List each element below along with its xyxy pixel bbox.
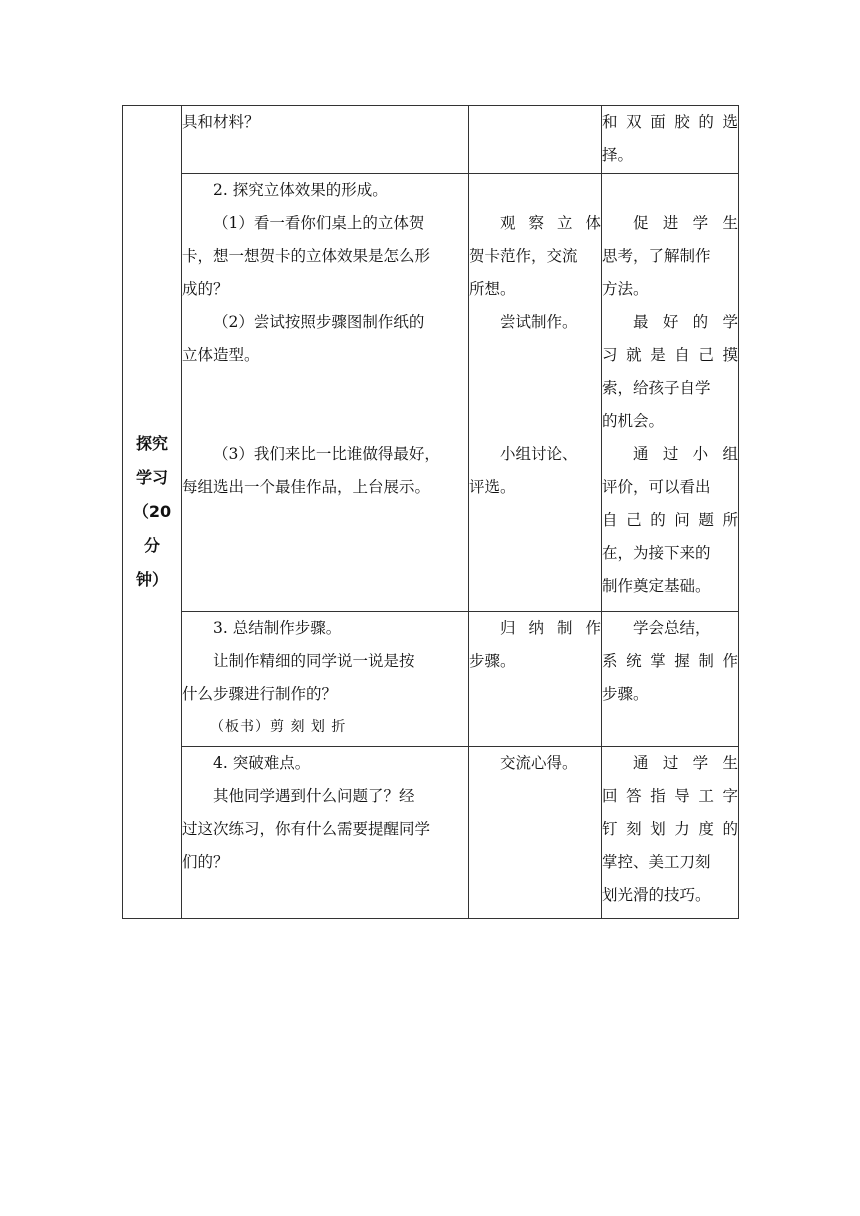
stage-label-line: 学习 — [135, 468, 168, 487]
lesson-plan-table — [122, 105, 739, 919]
text-line: 们的？ — [182, 853, 229, 871]
text-line: 促进学生 — [633, 214, 738, 232]
student-activity-cell — [469, 174, 602, 612]
text-line: 制作奠定基础。 — [602, 577, 711, 595]
student-activity-cell — [469, 747, 602, 919]
text-line: （1）看一看你们桌上的立体贺 — [213, 214, 425, 232]
teacher-activity-cell — [182, 106, 469, 174]
stage-label-line: 分 — [143, 536, 160, 555]
text-line: 索，给孩子自学 — [602, 379, 711, 397]
teacher-activity-cell — [182, 747, 469, 919]
design-intent-cell — [602, 747, 739, 919]
text-line: 具和材料？ — [182, 113, 260, 131]
table-row — [123, 106, 739, 174]
text-line: 的机会。 — [602, 412, 665, 430]
student-activity-cell — [469, 106, 602, 174]
text-line: 3. 总结制作步骤。 — [213, 619, 342, 637]
text-line: 让制作精细的同学说一说是按 — [213, 652, 415, 670]
text-line: 其他同学遇到什么问题了？经 — [213, 787, 415, 805]
text-line: （2）尝试按照步骤图制作纸的 — [213, 313, 425, 331]
design-intent-cell — [602, 174, 739, 612]
text-line: 观察立体 — [500, 214, 601, 232]
stage-label-line: 钟） — [135, 570, 168, 589]
text-line: 所想。 — [469, 280, 516, 298]
text-line: 最好的学 — [633, 313, 738, 331]
teacher-activity-cell — [182, 612, 469, 747]
text-line: 评选。 — [469, 478, 516, 496]
text-line: 立体造型。 — [182, 346, 260, 364]
teacher-activity-cell — [182, 174, 469, 612]
design-intent-cell — [602, 106, 739, 174]
text-line: 过这次练习，你有什么需要提醒同学 — [182, 820, 431, 838]
text-line: 交流心得。 — [500, 754, 578, 772]
text-line: 通过小组 — [633, 445, 738, 463]
text-line: 自己的问题所 — [602, 511, 738, 529]
text-line: 钉刻划力度的 — [602, 820, 738, 838]
text-line: 小组讨论、 — [500, 445, 578, 463]
text-line: 卡，想一想贺卡的立体效果是怎么形 — [182, 247, 431, 265]
text-line: 成的？ — [182, 280, 229, 298]
student-activity-cell — [469, 612, 602, 747]
table-row — [123, 747, 739, 919]
text-line: 系统掌握制作 — [602, 652, 738, 670]
stage-label-line: 探究 — [135, 434, 168, 453]
table-row — [123, 612, 739, 747]
text-line: 掌控、美工刀刻 — [602, 853, 711, 871]
text-line: 每组选出一个最佳作品，上台展示。 — [182, 478, 431, 496]
text-line: 2. 探究立体效果的形成。 — [213, 181, 388, 199]
text-line: 评价，可以看出 — [602, 478, 711, 496]
text-line: 回答指导工字 — [602, 787, 738, 805]
design-intent-cell — [602, 612, 739, 747]
text-line: 4. 突破难点。 — [213, 754, 311, 772]
text-line: 方法。 — [602, 280, 649, 298]
stage-label-cell — [123, 106, 182, 919]
text-line: 择。 — [602, 146, 634, 164]
text-line: 归纳制作 — [500, 619, 601, 637]
text-line: 尝试制作。 — [500, 313, 578, 331]
text-line: 步骤。 — [469, 652, 516, 670]
text-line: 什么步骤进行制作的？ — [182, 685, 338, 703]
text-line: 通过学生 — [633, 754, 738, 772]
text-line: 学会总结， — [633, 619, 711, 637]
text-line: 划光滑的技巧。 — [602, 886, 711, 904]
table-row — [123, 174, 739, 612]
text-line: （3）我们来比一比谁做得最好， — [213, 445, 440, 463]
text-line: 和双面胶的选 — [602, 113, 738, 131]
text-line: 习就是自己摸 — [602, 346, 738, 364]
text-line: 思考，了解制作 — [602, 247, 711, 265]
text-line: 步骤。 — [602, 685, 649, 703]
text-line: 在，为接下来的 — [602, 544, 711, 562]
stage-label-line: （20 — [132, 502, 172, 521]
blackboard-note: （板书）剪 刻 划 折 — [210, 719, 347, 735]
text-line: 贺卡范作，交流 — [469, 247, 578, 265]
